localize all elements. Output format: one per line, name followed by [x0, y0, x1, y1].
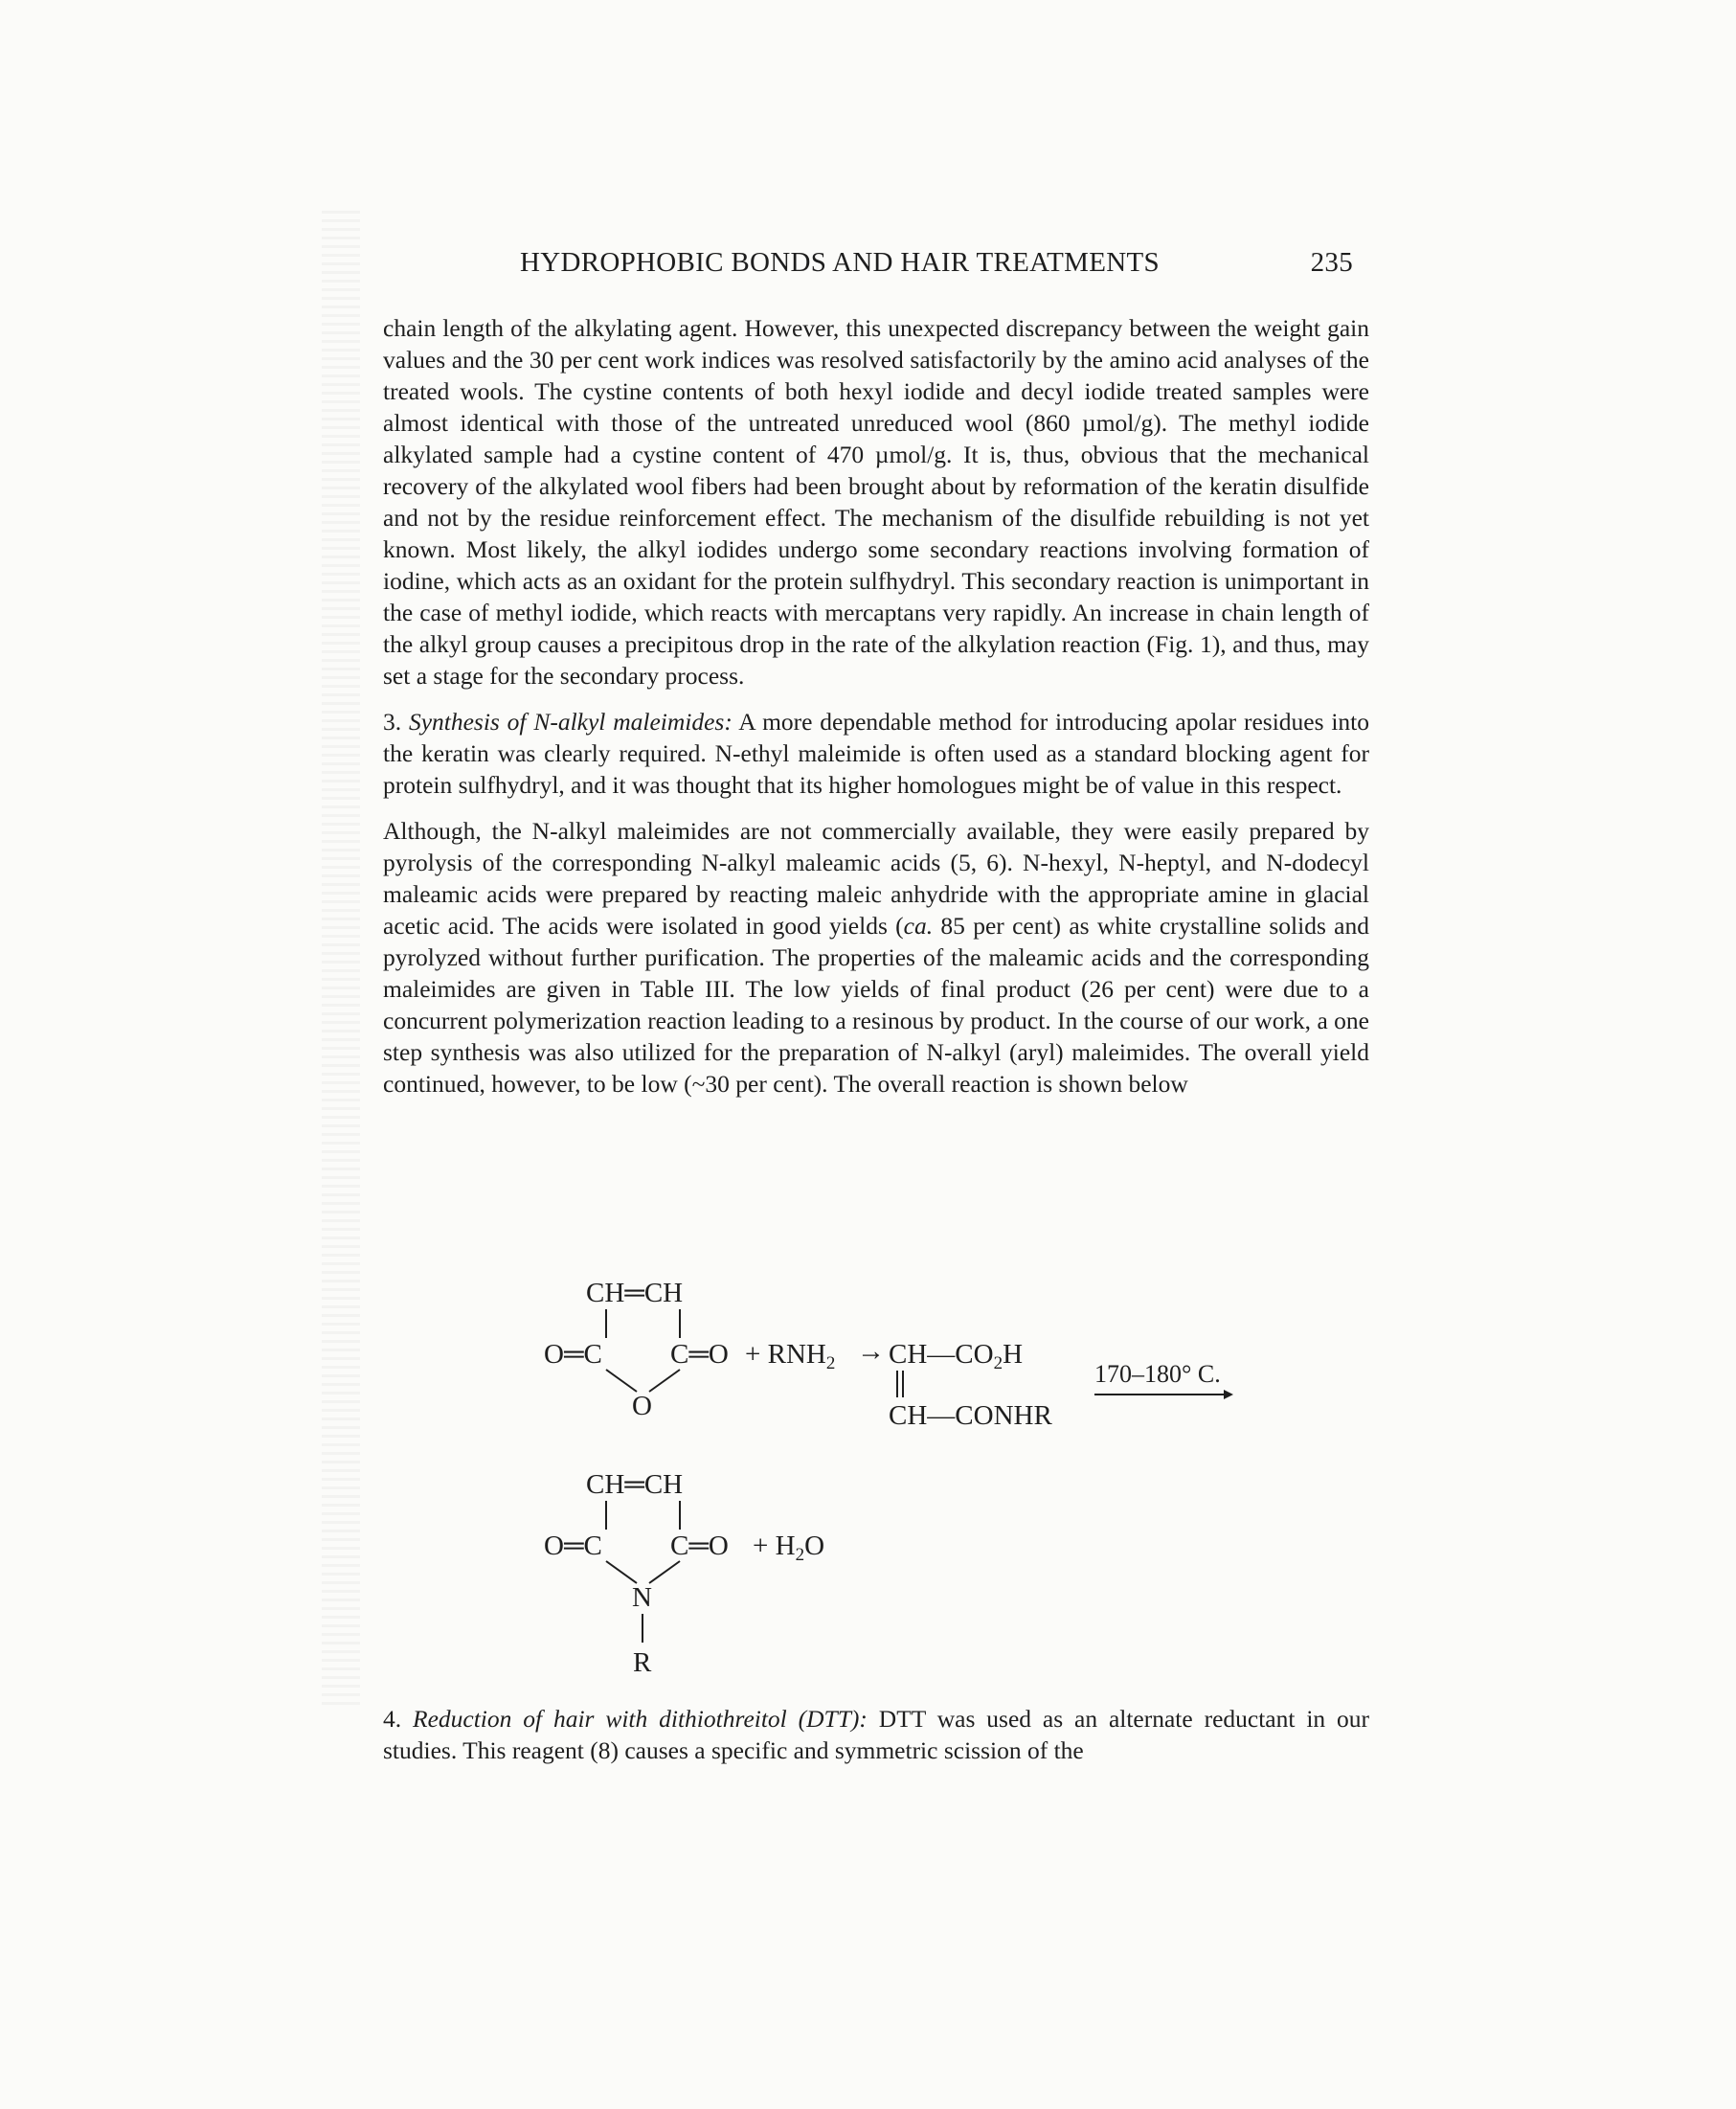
reaction-scheme — [517, 1269, 1341, 1690]
page-number: 235 — [1310, 247, 1353, 278]
bond-right-diagonal — [649, 1370, 680, 1392]
section-4-text: DTT was used as an alternate reductant in our studies. This reagent (8) causes a specific and symmetric scission of the — [383, 1705, 1370, 1764]
section-4-number: 4. — [383, 1705, 402, 1733]
maleimide-ring-top: CH═CH — [586, 1469, 684, 1500]
paragraph-maleimide-preparation — [383, 815, 1369, 1100]
product-bond-left-diagonal — [606, 1561, 637, 1583]
maleamic-acid-top: $CH—CO_2H$ — [889, 1339, 1024, 1373]
maleimide-right-carbonyl: C═O — [670, 1531, 729, 1561]
para3-part-b: 85 per cent) as white crystalline solids and pyrolyzed without further purification. The properties of the maleamic acids and the corresponding maleimides are given in Table III. The low yields of final product (26 per cent) were due to a concurrent polymerization reaction leading to a resinous by product. In the course of our work, a one step synthesis was also utilized for the preparation of N-alkyl (aryl) maleimides. The overall yield continued, however, to be low (~30 per cent). The overall reaction is shown below — [383, 912, 1369, 1098]
para3-ca: ca. — [903, 912, 934, 940]
reaction-arrow-1: → — [857, 1336, 885, 1367]
reaction-scheme-drawing — [517, 1269, 1341, 1690]
maleimide-left-carbonyl: O═C — [544, 1531, 602, 1561]
section-3-paragraph — [383, 706, 1369, 801]
water-product: + $H_2O$ — [753, 1531, 825, 1565]
maleimide-nitrogen: N — [632, 1582, 652, 1613]
para3-part-a: Although, the N-alkyl maleimides are not commercially available, they were easily prepared by pyrolysis of the corresponding N-alkyl maleamic acids (5, 6). N-hexyl, N-heptyl, and N-dodecyl maleamic acids were prepared by reacting maleic anhydride with the appropriate amine in glacial acetic acid. The acids were isolated in good yields ( — [383, 817, 1369, 940]
maleamic-acid-bottom: CH—CONHR — [889, 1400, 1052, 1431]
condition-arrow-head — [1224, 1390, 1233, 1399]
anhydride-left-carbonyl: O═C — [544, 1339, 602, 1370]
body-text-bottom — [383, 1703, 1369, 1766]
anhydride-ring-oxygen: O — [632, 1391, 652, 1421]
paragraph-alkylation-discussion: chain length of the alkylating agent. However, this unexpected discrepancy between the weight gain values and the 30 per cent work indices was resolved satisfactorily by the amino acid analyses of the treated wools. The cystine contents of both hexyl iodide and decyl iodide treated samples were almost identical with those of the untreated unreduced wool (860 µmol/g). The methyl iodide alkylated sample had a cystine content of 470 µmol/g. It is, thus, obvious that the mechanical recovery of the alkylated wool fibers had been brought about by reformation of the keratin disulfide and not by the residue reinforcement effect. The mechanism of the disulfide rebuilding is not yet known. Most likely, the alkyl iodides undergo some secondary reactions involving formation of iodine, which acts as an oxidant for the protein sulfhydryl. This secondary reaction is unimportant in the case of methyl iodide, which reacts with mercaptans very rapidly. An increase in chain length of the alkyl group causes a precipitous drop in the rate of the alkylation reaction (Fig. 1), and thus, may set a stage for the secondary process. — [383, 314, 1369, 690]
running-title: HYDROPHOBIC BONDS AND HAIR TREATMENTS — [520, 247, 1160, 278]
section-3-number: 3. — [383, 708, 402, 736]
bond-left-diagonal — [606, 1370, 637, 1392]
reagent-amine: + $RNH_2$ — [745, 1339, 836, 1373]
product-bond-right-diagonal — [649, 1561, 680, 1583]
section-3-heading: Synthesis of N-alkyl maleimides: — [408, 708, 733, 736]
section-4-heading: Reduction of hair with dithiothreitol (DTT): — [413, 1705, 868, 1733]
body-text-top — [383, 312, 1369, 1100]
section-4-paragraph — [383, 1703, 1369, 1766]
section-3-text: A more dependable method for introducing apolar residues into the keratin was clearly required. N-ethyl maleimide is often used as a standard blocking agent for protein sulfhydryl, and it was thought that its higher homologues might be of value in this respect. — [383, 708, 1370, 799]
scan-edge-artifact — [322, 211, 360, 1705]
maleimide-r-group: R — [633, 1647, 652, 1678]
anhydride-ring-top: CH═CH — [586, 1278, 684, 1308]
anhydride-right-carbonyl: C═O — [670, 1339, 729, 1370]
reaction-condition: 170–180° C. — [1094, 1360, 1221, 1388]
